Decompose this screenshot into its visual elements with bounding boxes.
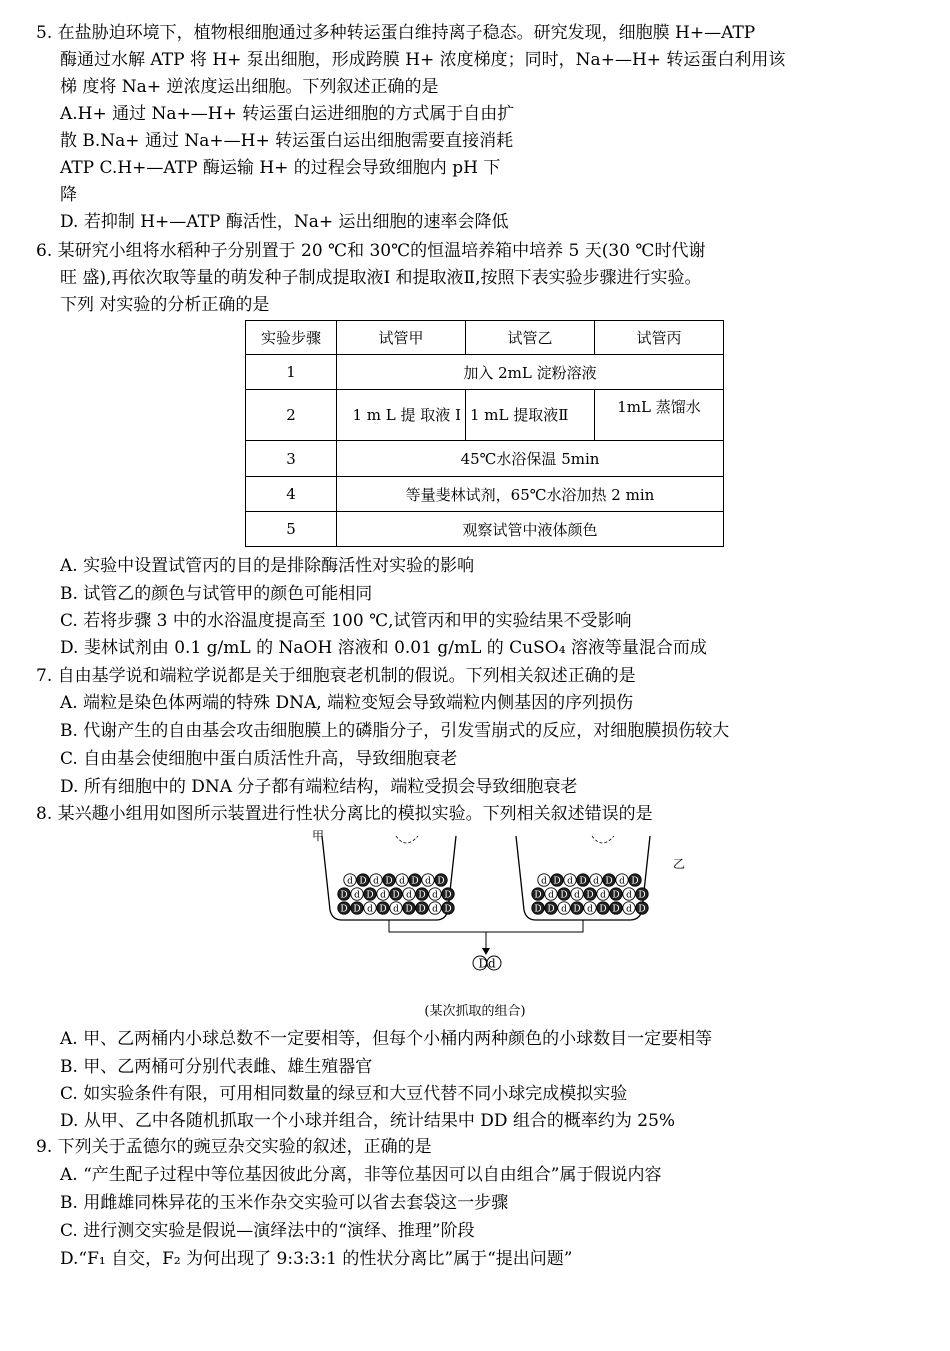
ball-label: d (587, 904, 593, 915)
tube-a-cell: 1 m L 提 取液 Ⅰ (337, 390, 466, 441)
ball-label: d (593, 876, 599, 887)
ball-label: d (347, 876, 353, 887)
ball-label: d (561, 904, 567, 915)
ball-label: D (437, 876, 445, 887)
step-number-cell: 5 (246, 512, 337, 547)
ball-label: D (579, 876, 587, 887)
q5-option-line-1: A.H+ 通过 Na+—H+ 转运蛋白运进细胞的方式属于自由扩 (60, 104, 515, 124)
ball-label: D (411, 876, 419, 887)
q9-option-b: B. 用雌雄同株异花的玉米作杂交实验可以省去套袋这一步骤 (60, 1193, 509, 1213)
q5-stem-line-2: 酶通过水解 ATP 将 H+ 泵出细胞，形成跨膜 H+ 浓度梯度；同时，Na+—H+ 转运蛋白利用该 (60, 50, 786, 70)
ball-label: D (444, 904, 452, 915)
table-header-cell: 试管乙 (466, 321, 595, 355)
ball-label: d (393, 904, 399, 915)
ball-label: D (340, 890, 348, 901)
q5-stem-line-1: 5. 在盐胁迫环境下，植物根细胞通过多种转运蛋白维持离子稳态。研究发现，细胞膜 H+—ATP (36, 23, 756, 43)
step-number-cell: 1 (246, 355, 337, 390)
q5-stem-line-3: 梯 度将 Na+ 逆浓度运出细胞。下列叙述正确的是 (60, 77, 439, 97)
ball-label: D (366, 890, 374, 901)
q8-option-d: D. 从甲、乙中各随机抓取一个小球并组合，统计结果中 DD 组合的概率约为 25% (60, 1111, 676, 1131)
ball-label: d (354, 890, 360, 901)
ball-label: D (534, 890, 542, 901)
ball-label: d (567, 876, 573, 887)
ball-label: D (612, 890, 620, 901)
ball-label: d (373, 876, 379, 887)
q9-stem: 9. 下列关于孟德尔的豌豆杂交实验的叙述，正确的是 (36, 1137, 432, 1157)
ball-label: d (574, 890, 580, 901)
ball-label: d (367, 904, 373, 915)
ball-label: D (560, 890, 568, 901)
experiment-table (245, 320, 724, 547)
q5-option-d: D. 若抑制 H+—ATP 酶活性，Na+ 运出细胞的速率会降低 (60, 212, 509, 232)
table-row (246, 477, 724, 512)
balls-group-yi (532, 874, 648, 915)
ball-label: D (353, 904, 361, 915)
q8-stem: 8. 某兴趣小组用如图所示装置进行性状分离比的模拟实验。下列相关叙述错误的是 (36, 804, 653, 824)
q7-stem: 7. 自由基学说和端粒学说都是关于细胞衰老机制的假说。下列相关叙述正确的是 (36, 666, 636, 686)
ball-label: d (406, 890, 412, 901)
table-row (246, 390, 724, 441)
merged-step-cell: 加入 2mL 淀粉溶液 (337, 355, 724, 390)
table-header-cell: 试管甲 (337, 321, 466, 355)
result-combination: Dd (478, 956, 496, 971)
ball-label: d (548, 890, 554, 901)
q7-option-b: B. 代谢产生的自由基会攻击细胞膜上的磷脂分子，引发雪崩式的反应，对细胞膜损伤较大 (60, 721, 730, 741)
merged-step-cell: 观察试管中液体颜色 (337, 512, 724, 547)
q6-option-c: C. 若将步骤 3 中的水浴温度提高至 100 ℃,试管丙和甲的实验结果不受影响 (60, 611, 632, 631)
figure-caption: (某次抓取的组合) (424, 1004, 526, 1019)
q6-option-d: D. 斐林试剂由 0.1 g/mL 的 NaOH 溶液和 0.01 g/mL 的 CuSO₄ 溶液等量混合而成 (60, 638, 707, 658)
q9-option-c: C. 进行测交实验是假说—演绎法中的“演绎、推理”阶段 (60, 1221, 475, 1241)
q7-option-c: C. 自由基会使细胞中蛋白质活性升高，导致细胞衰老 (60, 749, 458, 769)
merged-step-cell: 45℃水浴保温 5min (337, 441, 724, 477)
table-header-cell: 试管丙 (595, 321, 724, 355)
connector-arrow (389, 920, 583, 955)
q6-stem-line-1: 6. 某研究小组将水稻种子分别置于 20 ℃和 30℃的恒温培养箱中培养 5 天(30 ℃时代谢 (36, 241, 706, 261)
balls-group-jia (338, 874, 454, 915)
q6-stem-line-2: 旺 盛),再依次取等量的萌发种子制成提取液Ⅰ 和提取液Ⅱ,按照下表实验步骤进行实验。 (60, 268, 702, 288)
table-header-row (246, 321, 724, 355)
q6-stem-line-3: 下列 对实验的分析正确的是 (60, 295, 270, 315)
ball-label: d (432, 904, 438, 915)
q7-option-d: D. 所有细胞中的 DNA 分子都有端粒结构，端粒受损会导致细胞衰老 (60, 777, 578, 797)
q9-option-a: A. “产生配子过程中等位基因彼此分离，非等位基因可以自由组合”属于假说内容 (60, 1165, 662, 1185)
ball-label: d (619, 876, 625, 887)
q8-option-b: B. 甲、乙两桶可分别代表雌、雄生殖器官 (60, 1057, 373, 1077)
table-row (246, 512, 724, 547)
bucket-label-jia: 甲 (312, 829, 325, 843)
bucket-diagram (310, 828, 690, 1008)
q8-option-c: C. 如实验条件有限，可用相同数量的绿豆和大豆代替不同小球完成模拟实验 (60, 1084, 628, 1104)
table-row (246, 441, 724, 477)
ball-label: d (541, 876, 547, 887)
ball-label: D (599, 904, 607, 915)
tube-b-cell: 1 mL 提取液Ⅱ (466, 390, 595, 441)
ball-label: D (573, 904, 581, 915)
q6-option-b: B. 试管乙的颜色与试管甲的颜色可能相同 (60, 584, 373, 604)
merged-step-cell: 等量斐林试剂，65℃水浴加热 2 min (337, 477, 724, 512)
ball-label: D (547, 904, 555, 915)
q5-option-line-3: ATP C.H+—ATP 酶运输 H+ 的过程会导致细胞内 pH 下 (60, 158, 501, 178)
bucket-yi (516, 836, 650, 920)
ball-label: d (600, 890, 606, 901)
q7-option-a: A. 端粒是染色体两端的特殊 DNA, 端粒变短会导致端粒内侧基因的序列损伤 (60, 693, 634, 713)
ball-label: D (605, 876, 613, 887)
bucket-label-yi: 乙 (673, 857, 686, 871)
ball-label: d (380, 890, 386, 901)
table-row (246, 355, 724, 390)
ball-label: D (638, 890, 646, 901)
tube-c-cell: 1mL 蒸馏水 (595, 390, 724, 441)
ball-label: D (379, 904, 387, 915)
q5-option-line-4: 降 (60, 185, 77, 205)
step-number-cell: 3 (246, 441, 337, 477)
ball-label: D (418, 904, 426, 915)
ball-label: D (444, 890, 452, 901)
result-balls (473, 956, 501, 971)
ball-label: D (612, 904, 620, 915)
ball-label: D (405, 904, 413, 915)
ball-label: D (631, 876, 639, 887)
ball-label: D (553, 876, 561, 887)
ball-label: d (399, 876, 405, 887)
bucket-jia (322, 836, 456, 920)
q6-option-a: A. 实验中设置试管丙的目的是排除酶活性对实验的影响 (60, 556, 475, 576)
q9-option-d: D.“F₁ 自交，F₂ 为何出现了 9:3:3:1 的性状分离比”属于“提出问题” (60, 1249, 573, 1269)
ball-label: d (432, 890, 438, 901)
step-number-cell: 4 (246, 477, 337, 512)
ball-label: d (626, 890, 632, 901)
q8-option-a: A. 甲、乙两桶内小球总数不一定要相等，但每个小桶内两种颜色的小球数目一定要相等 (60, 1029, 713, 1049)
step-number-cell: 2 (246, 390, 337, 441)
ball-label: d (425, 876, 431, 887)
ball-label: D (340, 904, 348, 915)
ball-label: D (418, 890, 426, 901)
ball-label: d (626, 904, 632, 915)
ball-label: D (638, 904, 646, 915)
ball-label: D (385, 876, 393, 887)
ball-label: D (534, 904, 542, 915)
q5-option-line-2: 散 B.Na+ 通过 Na+—H+ 转运蛋白运出细胞需要直接消耗 (60, 131, 514, 151)
table-header-cell: 实验步骤 (246, 321, 337, 355)
ball-label: D (392, 890, 400, 901)
ball-label: D (586, 890, 594, 901)
ball-label: D (359, 876, 367, 887)
